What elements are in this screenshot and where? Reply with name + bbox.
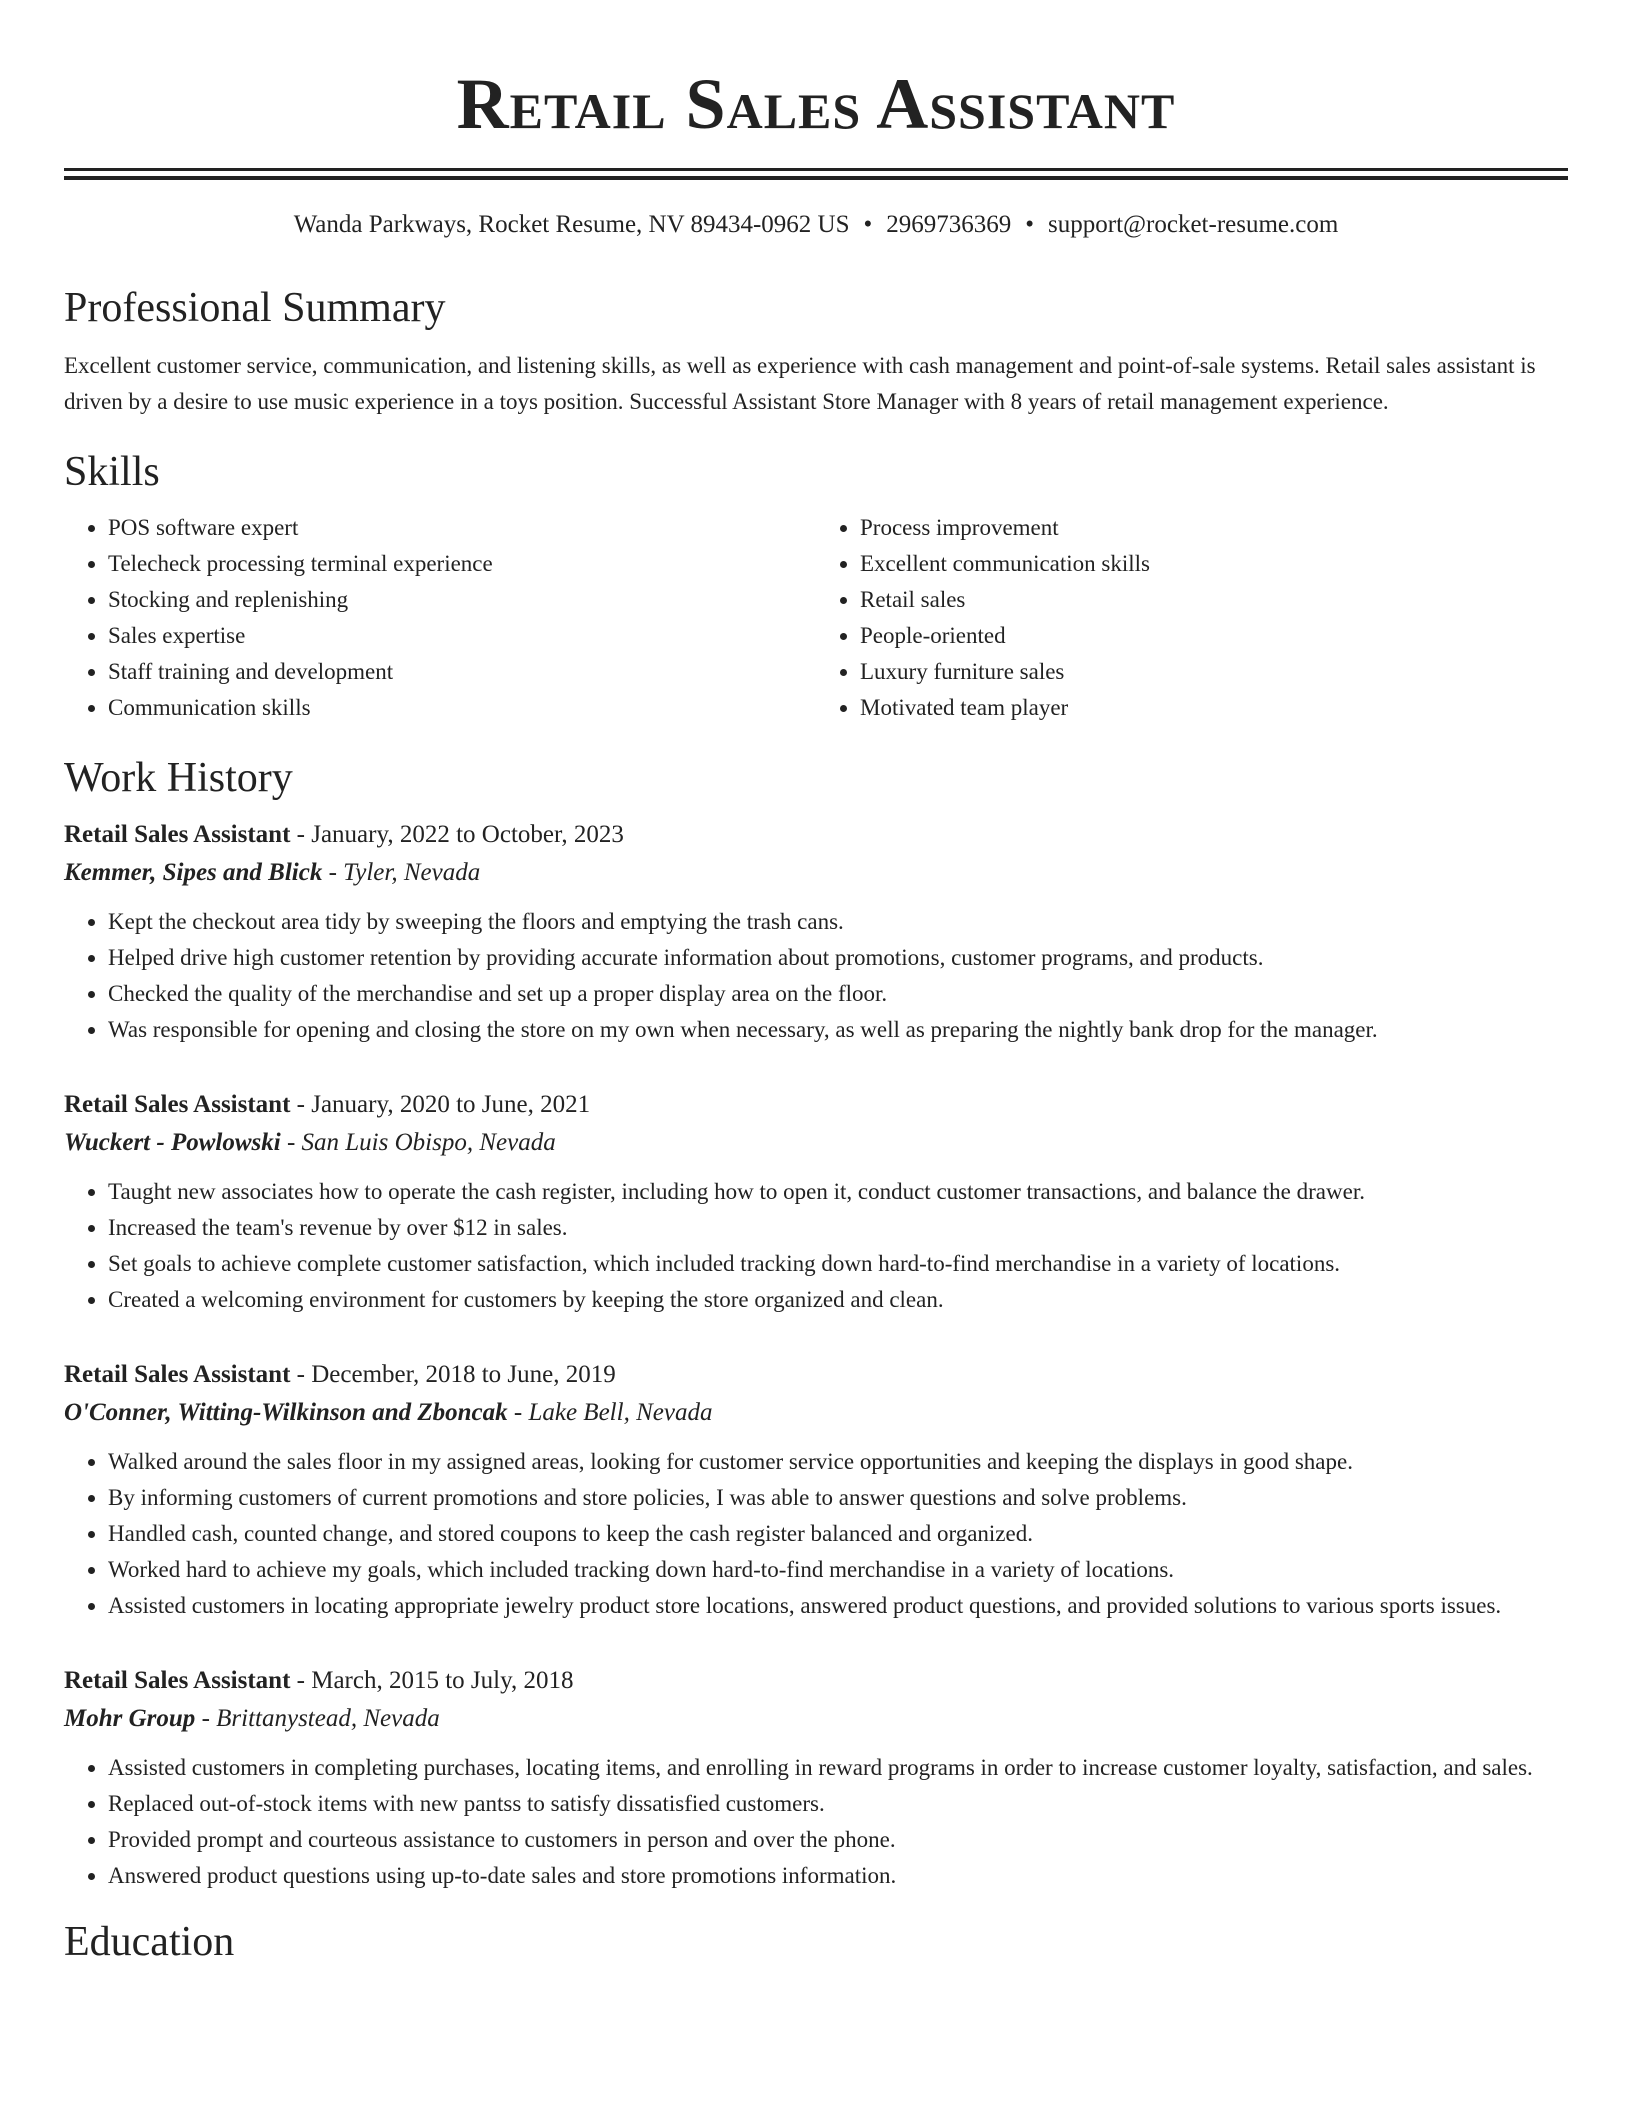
job-title-line bbox=[64, 1662, 1568, 1700]
skills-columns bbox=[64, 510, 1568, 726]
job-dates: - December, 2018 to June, 2019 bbox=[290, 1361, 616, 1388]
job-bullet: • Created a welcoming environment for customers by keeping the store organized and clean. bbox=[108, 1282, 1568, 1318]
job-bullets bbox=[64, 1174, 1568, 1318]
job-entry bbox=[64, 1662, 1568, 1894]
skill-item: • Communication skills bbox=[108, 690, 816, 726]
contact-separator: • bbox=[863, 211, 873, 238]
skill-item: • Excellent communication skills bbox=[860, 546, 1568, 582]
job-bullet: • Taught new associates how to operate the cash register, including how to open it, conduct customer transactions, and balance the drawer. bbox=[108, 1174, 1568, 1210]
job-bullet: • Kept the checkout area tidy by sweeping the floors and emptying the trash cans. bbox=[108, 904, 1568, 940]
work-history-heading: Work History bbox=[64, 755, 293, 801]
job-dates: - March, 2015 to July, 2018 bbox=[290, 1667, 574, 1694]
job-location: - Brittanystead, Nevada bbox=[195, 1705, 440, 1732]
job-location: - Tyler, Nevada bbox=[322, 859, 481, 886]
job-bullet: • Set goals to achieve complete customer satisfaction, which included tracking down hard-to-find merchandise in a variety of locations. bbox=[108, 1246, 1568, 1282]
job-title-line bbox=[64, 1356, 1568, 1394]
job-bullet: • Handled cash, counted change, and stored coupons to keep the cash register balanced and organized. bbox=[108, 1516, 1568, 1552]
job-company: O'Conner, Witting-Wilkinson and Zboncak bbox=[64, 1399, 508, 1426]
job-location: - Lake Bell, Nevada bbox=[507, 1399, 713, 1426]
job-title: Retail Sales Assistant bbox=[64, 1667, 291, 1694]
job-bullet: • By informing customers of current promotions and store policies, I was able to answer questions and solve problems. bbox=[108, 1480, 1568, 1516]
contact-phone: 2969736369 bbox=[886, 211, 1012, 238]
job-title-line bbox=[64, 1086, 1568, 1124]
skill-item: • Sales expertise bbox=[108, 618, 816, 654]
job-bullet: • Provided prompt and courteous assistance to customers in person and over the phone. bbox=[108, 1822, 1568, 1858]
job-bullet: • Assisted customers in locating appropriate jewelry product store locations, answered product questions, and provided solutions to various sports issues. bbox=[108, 1588, 1568, 1624]
job-company: Wuckert - Powlowski bbox=[64, 1129, 281, 1156]
skill-item: • People-oriented bbox=[860, 618, 1568, 654]
job-company-line bbox=[64, 1700, 1568, 1738]
contact-separator: • bbox=[1025, 211, 1035, 238]
skill-item: • Staff training and development bbox=[108, 654, 816, 690]
job-entry bbox=[64, 1356, 1568, 1624]
job-company-line bbox=[64, 1124, 1568, 1162]
job-title-line bbox=[64, 816, 1568, 854]
summary-text: Excellent customer service, communication, and listening skills, as well as experience with cash management and point-of-sale systems. Retail sales assistant is driven by a desire to use music experience in a toys position. Successful Assistant Store Manager with 8 years of retail management experience. bbox=[64, 353, 1536, 414]
skill-item: • Luxury furniture sales bbox=[860, 654, 1568, 690]
skill-item: • Stocking and replenishing bbox=[108, 582, 816, 618]
skill-item: • Telecheck processing terminal experience bbox=[108, 546, 816, 582]
job-entry bbox=[64, 816, 1568, 1048]
job-company-line bbox=[64, 1394, 1568, 1432]
job-dates: - January, 2020 to June, 2021 bbox=[290, 1091, 591, 1118]
job-bullet: • Was responsible for opening and closing the store on my own when necessary, as well as preparing the nightly bank drop for the manager. bbox=[108, 1012, 1568, 1048]
skills-list-right bbox=[816, 510, 1568, 726]
education-heading: Education bbox=[64, 1919, 235, 1965]
job-location: - San Luis Obispo, Nevada bbox=[280, 1129, 556, 1156]
title-double-rule bbox=[64, 168, 1568, 180]
contact-line bbox=[64, 208, 1568, 242]
job-company: Kemmer, Sipes and Blick bbox=[64, 859, 323, 886]
resume-title: Retail Sales Assistant bbox=[456, 64, 1176, 144]
job-bullet: • Answered product questions using up-to-date sales and store promotions information. bbox=[108, 1858, 1568, 1894]
job-bullets bbox=[64, 904, 1568, 1048]
job-company: Mohr Group bbox=[64, 1705, 196, 1732]
job-title: Retail Sales Assistant bbox=[64, 821, 291, 848]
job-company-line bbox=[64, 854, 1568, 892]
job-title: Retail Sales Assistant bbox=[64, 1361, 291, 1388]
job-bullet: • Replaced out-of-stock items with new pantss to satisfy dissatisfied customers. bbox=[108, 1786, 1568, 1822]
contact-email: support@rocket-resume.com bbox=[1048, 211, 1339, 238]
skills-list-left bbox=[64, 510, 816, 726]
job-bullet: • Assisted customers in completing purchases, locating items, and enrolling in reward programs in order to increase customer loyalty, satisfaction, and sales. bbox=[108, 1750, 1568, 1786]
job-title: Retail Sales Assistant bbox=[64, 1091, 291, 1118]
job-bullet: • Helped drive high customer retention by providing accurate information about promotions, customer programs, and products. bbox=[108, 940, 1568, 976]
skill-item: • Motivated team player bbox=[860, 690, 1568, 726]
skill-item: • POS software expert bbox=[108, 510, 816, 546]
summary-heading: Professional Summary bbox=[64, 285, 446, 331]
job-bullets bbox=[64, 1444, 1568, 1624]
job-bullets bbox=[64, 1750, 1568, 1894]
skill-item: • Retail sales bbox=[860, 582, 1568, 618]
job-entry bbox=[64, 1086, 1568, 1318]
job-dates: - January, 2022 to October, 2023 bbox=[290, 821, 624, 848]
skill-item: • Process improvement bbox=[860, 510, 1568, 546]
job-bullet: • Increased the team's revenue by over $12 in sales. bbox=[108, 1210, 1568, 1246]
contact-address: Wanda Parkways, Rocket Resume, NV 89434-0962 US bbox=[293, 211, 850, 238]
skills-heading: Skills bbox=[64, 449, 160, 495]
job-bullet: • Walked around the sales floor in my assigned areas, looking for customer service opportunities and keeping the displays in good shape. bbox=[108, 1444, 1568, 1480]
job-bullet: • Worked hard to achieve my goals, which included tracking down hard-to-find merchandise in a variety of locations. bbox=[108, 1552, 1568, 1588]
resume-content bbox=[64, 0, 1568, 1968]
job-bullet: • Checked the quality of the merchandise and set up a proper display area on the floor. bbox=[108, 976, 1568, 1012]
